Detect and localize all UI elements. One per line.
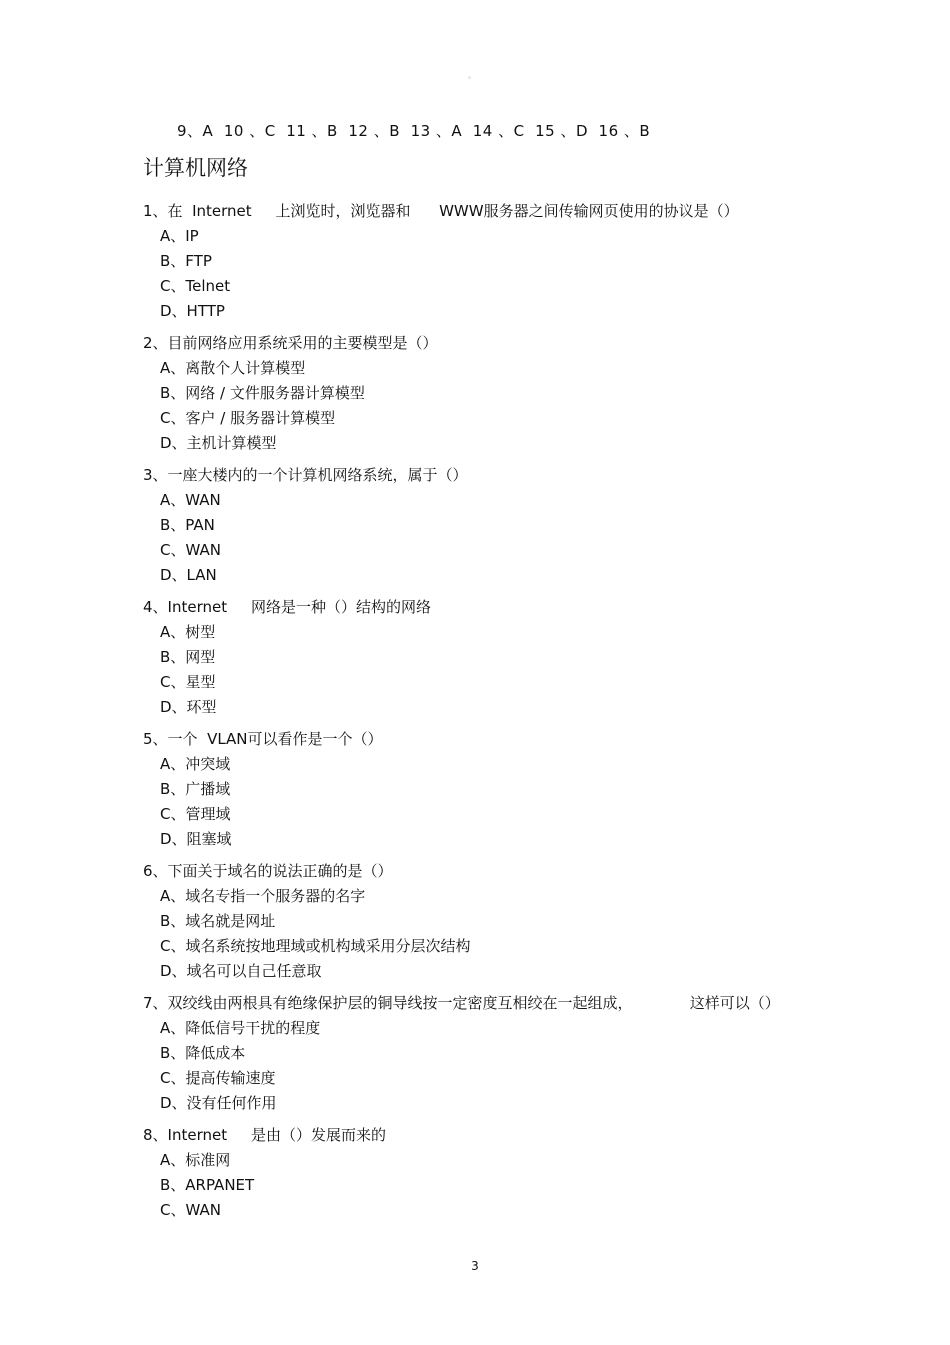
answer-option: B、域名就是网址: [160, 912, 276, 930]
answer-key-line: 9、A 10 、C 11 、B 12 、B 13 、A 14 、C 15 、D 16 、B: [177, 122, 651, 140]
answer-option: B、网型: [160, 648, 216, 666]
answer-option: A、标准网: [160, 1151, 231, 1169]
answer-option: C、客户 / 服务器计算模型: [160, 409, 336, 427]
question-text: 1、在 Internet 上浏览时，浏览器和 WWW服务器之间传输网页使用的协议是（）: [143, 202, 739, 220]
answer-option: D、没有任何作用: [160, 1094, 277, 1112]
answer-option: C、提高传输速度: [160, 1069, 276, 1087]
answer-option: C、WAN: [160, 1201, 221, 1219]
answer-option: A、IP: [160, 227, 199, 245]
answer-option: B、网络 / 文件服务器计算模型: [160, 384, 365, 402]
question-item: [143, 1123, 843, 1223]
question-item: [143, 727, 843, 852]
question-item: [143, 199, 843, 324]
header-mark: 。: [468, 71, 476, 80]
page-number: 3: [471, 1259, 479, 1273]
answer-option: D、环型: [160, 698, 217, 716]
answer-option: A、离散个人计算模型: [160, 359, 306, 377]
answer-option: C、管理域: [160, 805, 231, 823]
question-text: 8、Internet 是由（）发展而来的: [143, 1126, 386, 1144]
answer-option: A、降低信号干扰的程度: [160, 1019, 321, 1037]
answer-option: C、WAN: [160, 541, 221, 559]
answer-option: A、WAN: [160, 491, 221, 509]
answer-option: A、域名专指一个服务器的名字: [160, 887, 366, 905]
question-list: [143, 199, 843, 1230]
answer-option: A、冲突域: [160, 755, 231, 773]
question-item: [143, 463, 843, 588]
answer-option: B、PAN: [160, 516, 215, 534]
question-item: [143, 991, 843, 1116]
answer-option: B、ARPANET: [160, 1176, 255, 1194]
question-text: 2、目前网络应用系统采用的主要模型是（）: [143, 334, 438, 352]
answer-option: A、树型: [160, 623, 216, 641]
question-text: 6、下面关于域名的说法正确的是（）: [143, 862, 393, 880]
answer-option: C、星型: [160, 673, 216, 691]
answer-option: B、降低成本: [160, 1044, 246, 1062]
question-item: [143, 859, 843, 984]
answer-option: C、Telnet: [160, 277, 231, 295]
answer-option: C、域名系统按地理域或机构域采用分层次结构: [160, 937, 471, 955]
question-text: 7、双绞线由两根具有绝缘保护层的铜导线按一定密度互相绞在一起组成， 这样可以（）: [143, 994, 780, 1012]
question-text: 3、一座大楼内的一个计算机网络系统，属于（）: [143, 466, 468, 484]
answer-option: D、主机计算模型: [160, 434, 277, 452]
answer-option: D、LAN: [160, 566, 217, 584]
answer-option: B、FTP: [160, 252, 212, 270]
question-text: 4、Internet 网络是一种（）结构的网络: [143, 598, 431, 616]
answer-option: D、阻塞域: [160, 830, 232, 848]
section-title: 计算机网络: [143, 156, 248, 180]
question-text: 5、一个 VLAN可以看作是一个（）: [143, 730, 383, 748]
question-item: [143, 331, 843, 456]
answer-option: B、广播域: [160, 780, 231, 798]
question-item: [143, 595, 843, 720]
answer-option: D、域名可以自己任意取: [160, 962, 322, 980]
answer-option: D、HTTP: [160, 302, 225, 320]
